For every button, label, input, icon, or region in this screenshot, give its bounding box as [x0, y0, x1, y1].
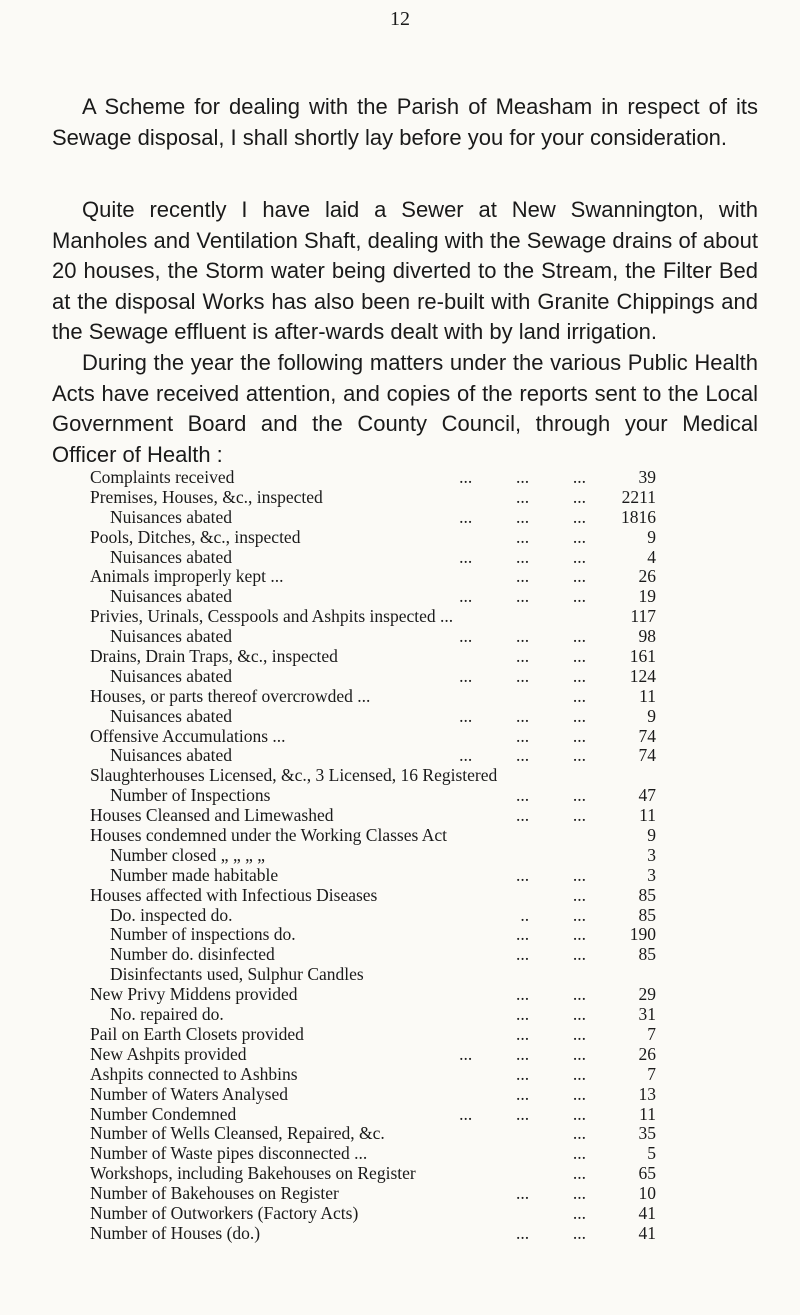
stat-value: 41 [638, 1222, 656, 1243]
stat-value: 13 [638, 1083, 656, 1104]
stat-value: 39 [638, 467, 656, 487]
stat-leader-dots: ... ... [516, 486, 586, 507]
stat-leader-dots: ... ... ... [459, 745, 586, 766]
stat-leader-dots: ... ... [516, 785, 586, 806]
stat-leader-dots: ... [572, 685, 586, 706]
stat-leader-dots: ... ... [516, 1183, 586, 1204]
stat-row [90, 866, 656, 886]
stat-value: 26 [638, 566, 656, 587]
stat-row [90, 468, 656, 488]
stat-value: 9 [647, 825, 656, 846]
stat-label: Workshops, including Bakehouses on Register [90, 1163, 416, 1184]
stat-label: Disinfectants used, Sulphur Candles [110, 964, 364, 985]
stat-row [90, 886, 656, 906]
stat-leader-dots: ... [572, 1123, 586, 1144]
stat-label: Offensive Accumulations ... [90, 725, 286, 746]
stat-label: Privies, Urinals, Cesspools and Ashpits inspected ... [90, 606, 454, 627]
stat-leader-dots: ... ... ... [459, 665, 586, 686]
stat-label: Number closed „ „ „ „ [110, 844, 265, 865]
stat-leader-dots: ... ... ... [459, 705, 586, 726]
stat-value: 9 [647, 705, 656, 726]
stat-label: Number of Waters Analysed [90, 1083, 289, 1104]
stat-value: 19 [638, 586, 656, 607]
stat-value: 161 [629, 646, 656, 667]
stat-label: Nuisances abated [110, 665, 232, 686]
stat-leader-dots: ... ... ... [459, 467, 586, 487]
stat-label: Nuisances abated [110, 506, 232, 527]
stat-row [90, 766, 656, 786]
stat-row [90, 607, 656, 627]
paragraph-measham-scheme: A Scheme for dealing with the Parish of Measham in respect of its Sewage disposal, I shall shortly lay before you for your consideration. [52, 94, 758, 150]
stat-row [90, 985, 656, 1005]
stat-leader-dots: ... ... [516, 1222, 586, 1243]
stat-leader-dots: ... ... [516, 646, 586, 667]
stat-label: Houses condemned under the Working Classes Act [90, 825, 447, 846]
stat-row [90, 1005, 656, 1025]
stat-leader-dots: ... ... [516, 725, 586, 746]
stat-row [90, 925, 656, 945]
stat-label: Number of Waste pipes disconnected ... [90, 1143, 368, 1164]
stat-value: 65 [638, 1163, 656, 1184]
stat-value: 5 [647, 1143, 656, 1164]
stat-row [90, 587, 656, 607]
stat-row [90, 1164, 656, 1184]
stat-row [90, 667, 656, 687]
stat-label: Pail on Earth Closets provided [90, 1023, 304, 1044]
stat-value: 3 [647, 844, 656, 865]
stat-label: Number do. disinfected [110, 944, 275, 965]
stat-value: 4 [647, 546, 656, 567]
stat-leader-dots: ... ... [516, 1063, 586, 1084]
stat-leader-dots: ... ... ... [459, 1043, 586, 1064]
paragraph-swannington-sewer: Quite recently I have laid a Sewer at New Swannington, with Manholes and Ventilation Shaft, dealing with the Sewage drains of about 20 houses, the Storm water being diverted to the Stream, the Filter Bed at the disposal Works has also been re-built with Granite Chippings and the Sewage effluent is after-wards dealt with by land irrigation. [52, 197, 758, 344]
stat-label: Drains, Drain Traps, &c., inspected [90, 646, 338, 667]
stat-leader-dots: ... ... [516, 984, 586, 1005]
stat-row [90, 906, 656, 926]
stat-value: 29 [638, 984, 656, 1005]
stat-label: Houses, or parts thereof overcrowded ... [90, 685, 371, 706]
stat-value: 31 [638, 1004, 656, 1025]
stat-label: Animals improperly kept ... [90, 566, 284, 587]
stat-label: New Privy Middens provided [90, 984, 298, 1005]
stat-leader-dots: ... ... [516, 1023, 586, 1044]
stat-value: 117 [630, 606, 656, 627]
stat-value: 85 [638, 904, 656, 925]
stat-label: Number of inspections do. [110, 924, 296, 945]
stat-row [90, 786, 656, 806]
stat-row [90, 528, 656, 548]
stat-value: 98 [638, 626, 656, 647]
stat-row [90, 846, 656, 866]
stat-row [90, 1025, 656, 1045]
stat-row [90, 1105, 656, 1125]
stat-value: 85 [638, 944, 656, 965]
stat-leader-dots: ... ... [516, 805, 586, 826]
stat-value: 41 [638, 1202, 656, 1223]
stat-value: 74 [638, 745, 656, 766]
stat-leader-dots: .. ... [520, 904, 586, 925]
stat-label: Nuisances abated [110, 705, 232, 726]
stat-value: 74 [638, 725, 656, 746]
stat-label: Number made habitable [110, 864, 279, 885]
stat-leader-dots: ... ... [516, 864, 586, 885]
stat-row [90, 806, 656, 826]
stat-row [90, 1045, 656, 1065]
stat-row [90, 826, 656, 846]
stat-value: 85 [638, 884, 656, 905]
stat-row [90, 1124, 656, 1144]
stat-leader-dots: ... ... ... [459, 546, 586, 567]
stat-row [90, 508, 656, 528]
stat-row [90, 1065, 656, 1085]
stat-leader-dots: ... [572, 1163, 586, 1184]
stat-label: New Ashpits provided [90, 1043, 247, 1064]
stat-row [90, 945, 656, 965]
stat-leader-dots: ... ... [516, 944, 586, 965]
stat-value: 7 [647, 1023, 656, 1044]
paragraph-public-health-acts: During the year the following matters under the various Public Health Acts have received attention, and copies of the reports sent to the Local Government Board and the County Council, through your Medical Officer of Health : [52, 350, 758, 467]
stat-row [90, 1204, 656, 1224]
stat-label: Pools, Ditches, &c., inspected [90, 526, 301, 547]
stat-value: 10 [638, 1183, 656, 1204]
stat-leader-dots: ... ... [516, 1083, 586, 1104]
stat-row [90, 1144, 656, 1164]
stat-value: 9 [647, 526, 656, 547]
stat-leader-dots: ... [572, 1202, 586, 1223]
stat-leader-dots: ... [572, 1143, 586, 1164]
statistics-list [90, 468, 656, 1244]
stat-label: Do. inspected do. [110, 904, 233, 925]
stat-value: 1816 [621, 506, 656, 527]
stat-value: 35 [638, 1123, 656, 1144]
stat-row [90, 647, 656, 667]
stat-leader-dots: ... ... [516, 1004, 586, 1025]
stat-row [90, 707, 656, 727]
stat-leader-dots: ... ... [516, 924, 586, 945]
stat-label: Ashpits connected to Ashbins [90, 1063, 298, 1084]
stat-row [90, 727, 656, 747]
stat-leader-dots: ... ... ... [459, 586, 586, 607]
stat-label: Premises, Houses, &c., inspected [90, 486, 323, 507]
stat-row [90, 627, 656, 647]
stat-label: Number of Wells Cleansed, Repaired, &c. [90, 1123, 385, 1144]
stat-value: 11 [639, 1103, 656, 1124]
stat-row [90, 1184, 656, 1204]
stat-row [90, 1085, 656, 1105]
stat-leader-dots: ... ... [516, 526, 586, 547]
stat-value: 7 [647, 1063, 656, 1084]
stat-label: Complaints received [90, 467, 235, 487]
stat-leader-dots: ... ... ... [459, 506, 586, 527]
stat-leader-dots: ... [572, 884, 586, 905]
stat-leader-dots: ... ... ... [459, 626, 586, 647]
stat-label: Number of Outworkers (Factory Acts) [90, 1202, 359, 1223]
stat-label: No. repaired do. [110, 1004, 224, 1025]
page-number: 12 [390, 8, 410, 30]
stat-label: Number of Inspections [110, 785, 271, 806]
stat-value: 11 [639, 685, 656, 706]
stat-row [90, 548, 656, 568]
stat-value: 124 [629, 665, 656, 686]
stat-value: 3 [647, 864, 656, 885]
stat-value: 190 [629, 924, 656, 945]
stat-leader-dots: ... ... [516, 566, 586, 587]
stat-value: 26 [638, 1043, 656, 1064]
stat-label: Number of Bakehouses on Register [90, 1183, 339, 1204]
stat-label: Houses affected with Infectious Diseases [90, 884, 378, 905]
stat-row [90, 746, 656, 766]
stat-leader-dots: ... ... ... [459, 1103, 586, 1124]
stat-row [90, 965, 656, 985]
stat-value: 2211 [621, 486, 656, 507]
stat-label: Slaughterhouses Licensed, &c., 3 Licensed, 16 Registered [90, 765, 498, 786]
stat-label: Number Condemned [90, 1103, 237, 1124]
stat-label: Houses Cleansed and Limewashed [90, 805, 334, 826]
stat-row [90, 1224, 656, 1244]
stat-label: Nuisances abated [110, 626, 232, 647]
stat-label: Nuisances abated [110, 745, 232, 766]
stat-label: Number of Houses (do.) [90, 1222, 261, 1243]
stat-row [90, 567, 656, 587]
stat-value: 47 [638, 785, 656, 806]
stat-label: Nuisances abated [110, 586, 232, 607]
stat-label: Nuisances abated [110, 546, 232, 567]
stat-row [90, 488, 656, 508]
stat-value: 11 [639, 805, 656, 826]
stat-row [90, 687, 656, 707]
